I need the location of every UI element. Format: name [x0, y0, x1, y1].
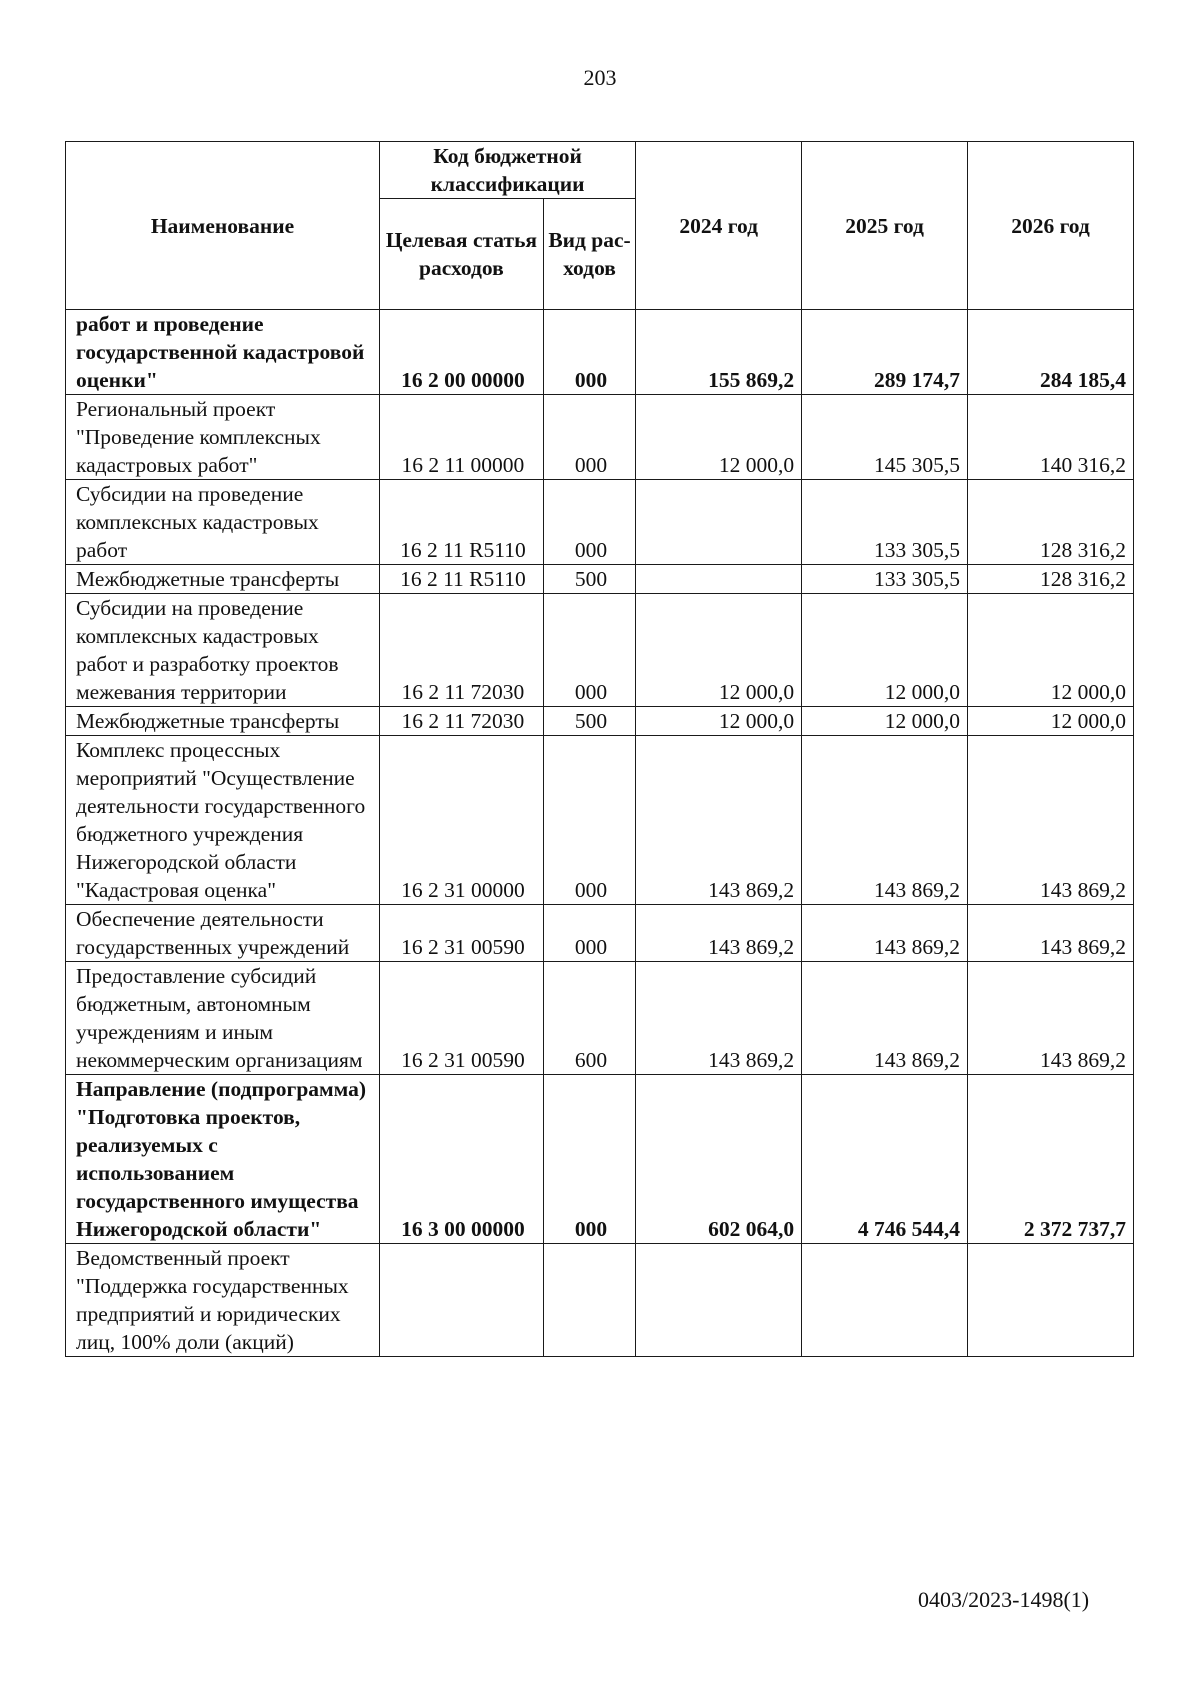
header-year-2024: 2024 год: [636, 142, 802, 310]
cell-target-article: 16 2 11 R5110: [379, 565, 543, 594]
cell-2025: 133 305,5: [802, 480, 968, 565]
cell-2025: [802, 1244, 968, 1357]
cell-name: Субсидии на проведение комплексных кадастровых работ: [66, 480, 380, 565]
cell-2026: 140 316,2: [968, 395, 1134, 480]
header-year-2025: 2025 год: [802, 142, 968, 310]
cell-name: работ и проведение государственной кадастровой оценки": [66, 310, 380, 395]
cell-2024: [636, 1244, 802, 1357]
table-row: [66, 1075, 1134, 1244]
cell-target-article: 16 2 00 00000: [379, 310, 543, 395]
cell-expense-type: 000: [543, 480, 635, 565]
cell-2025: 145 305,5: [802, 395, 968, 480]
cell-2024: 12 000,0: [636, 594, 802, 707]
table-row: [66, 395, 1134, 480]
cell-2025: 289 174,7: [802, 310, 968, 395]
cell-2025: 4 746 544,4: [802, 1075, 968, 1244]
header-target-article: Целевая статья расходов: [379, 199, 543, 310]
document-code: 0403/2023-1498(1): [918, 1587, 1090, 1612]
cell-expense-type: [543, 1244, 635, 1357]
cell-name: Направление (подпрограмма) "Подготовка проектов, реализуемых с использованием государственного имущества Нижегородской области": [66, 1075, 380, 1244]
cell-2025: 133 305,5: [802, 565, 968, 594]
table-row: [66, 310, 1134, 395]
cell-expense-type: 000: [543, 1075, 635, 1244]
cell-2025: 143 869,2: [802, 962, 968, 1075]
table-row: [66, 565, 1134, 594]
cell-2024: 12 000,0: [636, 707, 802, 736]
cell-name: Предоставление субсидий бюджетным, автономным учреждениям и иным некоммерческим организациям: [66, 962, 380, 1075]
cell-2026: 143 869,2: [968, 962, 1134, 1075]
cell-2026: 12 000,0: [968, 707, 1134, 736]
table-header: [66, 142, 1134, 310]
cell-2026: 12 000,0: [968, 594, 1134, 707]
cell-name: Обеспечение деятельности государственных учреждений: [66, 905, 380, 962]
cell-2026: 128 316,2: [968, 480, 1134, 565]
cell-2024: 602 064,0: [636, 1075, 802, 1244]
table-row: [66, 736, 1134, 905]
cell-2026: 284 185,4: [968, 310, 1134, 395]
cell-2026: 128 316,2: [968, 565, 1134, 594]
cell-expense-type: 500: [543, 707, 635, 736]
cell-expense-type: 500: [543, 565, 635, 594]
cell-target-article: 16 2 31 00590: [379, 905, 543, 962]
cell-2025: 143 869,2: [802, 736, 968, 905]
cell-target-article: [379, 1244, 543, 1357]
cell-2025: 12 000,0: [802, 594, 968, 707]
cell-2024: [636, 480, 802, 565]
cell-expense-type: 000: [543, 310, 635, 395]
cell-name: Комплекс процессных мероприятий "Осуществление деятельности государственного бюджетного учреждения Нижегородской области "Кадастровая оценка": [66, 736, 380, 905]
cell-2024: [636, 565, 802, 594]
cell-target-article: 16 2 11 72030: [379, 594, 543, 707]
table-row: [66, 1244, 1134, 1357]
table-row: [66, 707, 1134, 736]
cell-2026: 143 869,2: [968, 905, 1134, 962]
cell-target-article: 16 2 31 00000: [379, 736, 543, 905]
header-year-2026: 2026 год: [968, 142, 1134, 310]
cell-name: Межбюджетные трансферты: [66, 565, 380, 594]
header-code-group: Код бюджетной классификации: [379, 142, 635, 199]
cell-2025: 12 000,0: [802, 707, 968, 736]
cell-2024: 143 869,2: [636, 962, 802, 1075]
cell-target-article: 16 2 11 R5110: [379, 480, 543, 565]
table-row: [66, 480, 1134, 565]
cell-expense-type: 000: [543, 736, 635, 905]
cell-expense-type: 000: [543, 594, 635, 707]
page-number: 203: [583, 65, 617, 90]
table-row: [66, 905, 1134, 962]
cell-name: Межбюджетные трансферты: [66, 707, 380, 736]
cell-2024: 143 869,2: [636, 736, 802, 905]
cell-expense-type: 600: [543, 962, 635, 1075]
cell-2025: 143 869,2: [802, 905, 968, 962]
cell-target-article: 16 2 11 00000: [379, 395, 543, 480]
header-name: Наименование: [66, 142, 380, 310]
cell-expense-type: 000: [543, 395, 635, 480]
header-expense-type: Вид рас-ходов: [543, 199, 635, 310]
cell-2024: 12 000,0: [636, 395, 802, 480]
cell-2026: 2 372 737,7: [968, 1075, 1134, 1244]
cell-name: Субсидии на проведение комплексных кадастровых работ и разработку проектов межевания территории: [66, 594, 380, 707]
cell-2026: 143 869,2: [968, 736, 1134, 905]
cell-2026: [968, 1244, 1134, 1357]
cell-name: Региональный проект "Проведение комплексных кадастровых работ": [66, 395, 380, 480]
cell-target-article: 16 2 11 72030: [379, 707, 543, 736]
cell-name: Ведомственный проект "Поддержка государственных предприятий и юридических лиц, 100% доли (акций): [66, 1244, 380, 1357]
cell-2024: 155 869,2: [636, 310, 802, 395]
table-row: [66, 962, 1134, 1075]
cell-expense-type: 000: [543, 905, 635, 962]
cell-2024: 143 869,2: [636, 905, 802, 962]
cell-target-article: 16 3 00 00000: [379, 1075, 543, 1244]
cell-target-article: 16 2 31 00590: [379, 962, 543, 1075]
table-body: [66, 310, 1134, 1357]
budget-table: [65, 141, 1134, 1357]
table-row: [66, 594, 1134, 707]
